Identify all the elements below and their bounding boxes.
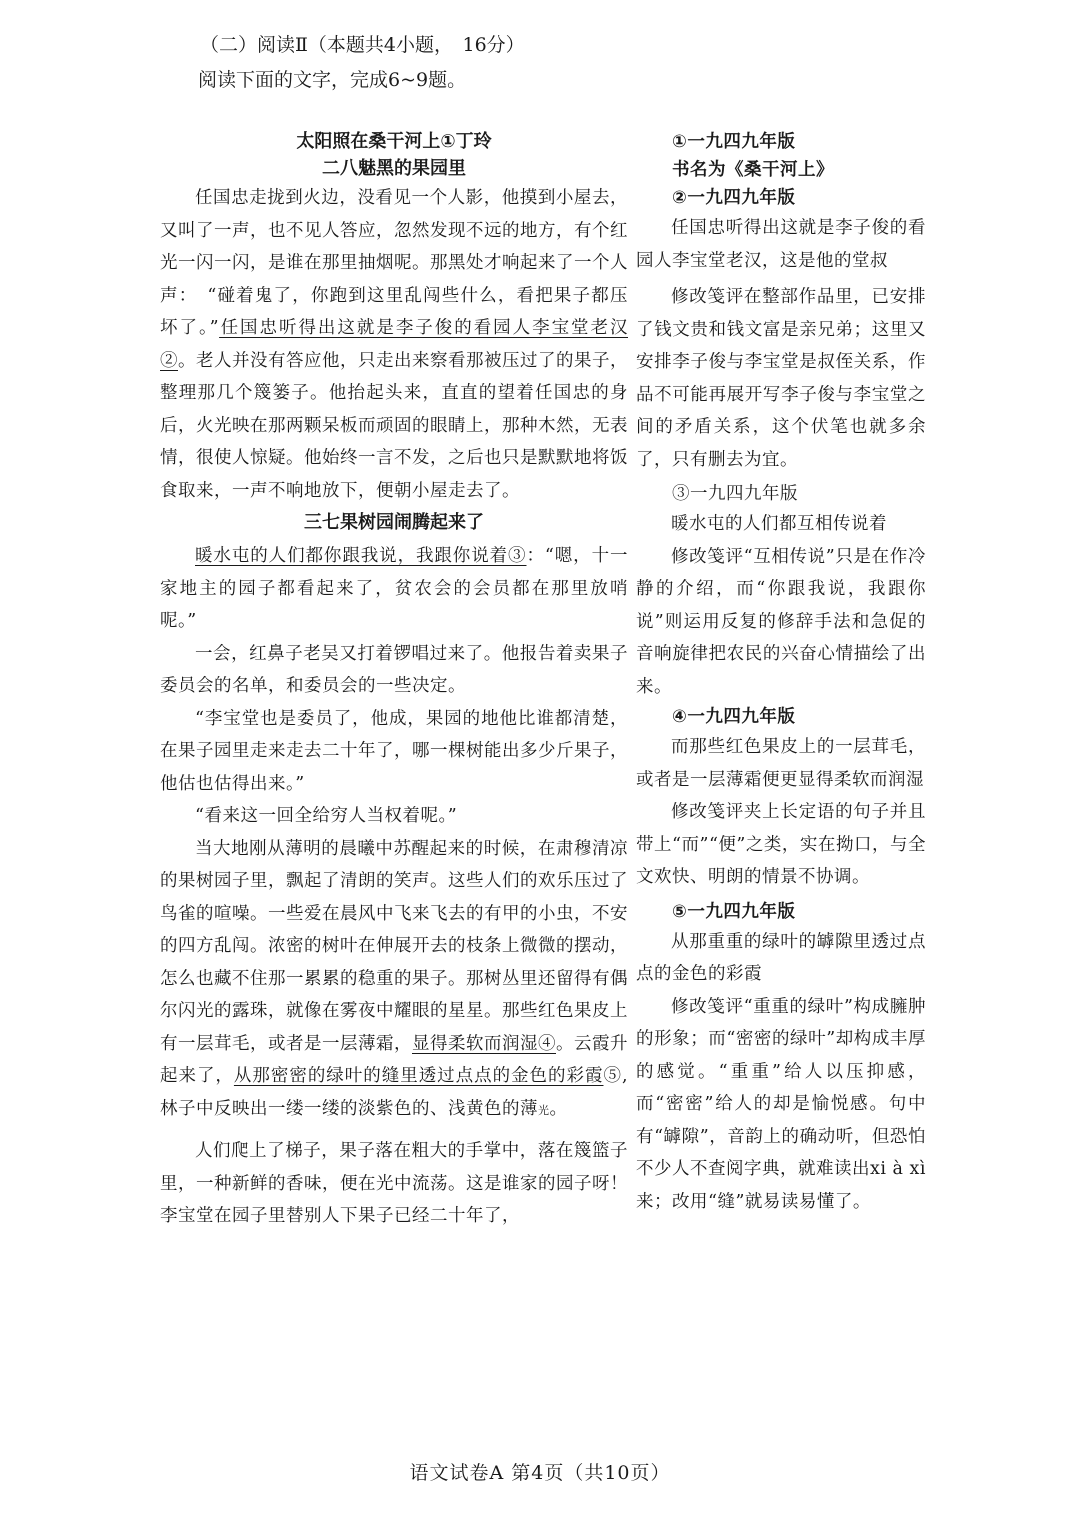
note-commentary: 修改笺评在整部作品里，已安排了钱文贵和钱文富是亲兄弟；这里又安排李子俊与李宝堂是叔侄关系，作品不可能再展开写李子俊与李宝堂之间的矛盾关系，这个伏笔也就多余了，只有删去为宜。 — [636, 287, 926, 470]
chapter-heading-28: 二八魅黑的果园里 — [322, 158, 466, 179]
note-label: ①一九四九年版 — [672, 132, 796, 152]
paragraph — [160, 182, 628, 507]
text-run: ：“嗯，十一家地主的园子都看起来了，贫农会的会员都在那里放哨呢。” — [160, 546, 629, 631]
note-quote: 任国忠听得出这就是李子俊的看园人李宝堂老汉，这是他的堂叔 — [636, 218, 926, 271]
instructions: 阅读下面的文字，完成6~9题。 — [198, 69, 467, 91]
underlined-text: 任国忠听得出这就是李子俊的看园人李宝堂老汉② — [160, 318, 628, 371]
note-label: ④一九四九年版 — [672, 707, 796, 727]
underlined-text: 从那密密的绿叶的缝里透过点点的金色的彩霞 — [233, 1066, 604, 1086]
note-quote: 从那重重的绿叶的罅隙里透过点点的金色的彩霞 — [636, 931, 926, 984]
paragraph: 一会，红鼻子老吴又打着锣唱过来了。他报告着卖果子委员会的名单，和委员会的一些决定。 — [160, 643, 628, 696]
chapter-heading-37: 三七果树园闹腾起来了 — [304, 512, 484, 533]
paragraph: 人们爬上了梯子，果子落在粗大的手掌中，落在篾篮子里，一种新鲜的香味，便在光中流荡。这是谁家的园子呀！李宝堂在园子里替别人下果子已经二十年了， — [160, 1141, 628, 1226]
note-label: ②一九四九年版 — [672, 188, 796, 208]
section-header — [200, 28, 900, 98]
underlined-text: 暖水屯的人们都你跟我说，我跟你说着③ — [195, 546, 527, 566]
note-commentary: 修改笺评“互相传说”只是在作冷静的介绍，而“你跟我说，我跟你说”则运用反复的修辞手法和急促的音响旋律把农民的兴奋心情描绘了出来。 — [636, 546, 926, 697]
text-run: 。云霞升起来了， — [160, 1033, 628, 1086]
revision-notes-column — [636, 128, 926, 1218]
page-footer: 语文试卷A 第4页（共10页） — [409, 1462, 671, 1484]
work-title: 太阳照在桑干河上①丁玲 — [296, 131, 492, 152]
text-run: 当大地刚从薄明的晨曦中苏醒起来的时候，在肃穆清凉的果树园子里，飘起了清朗的笑声。这些人们的欢乐压过了鸟雀的喧噪。一些爱在晨风中飞来飞去的有甲的小虫，不安的四方乱闯。浓密的树叶在伸展开去的枝条上微微的摆动，怎么也藏不住那一累累的稳重的果子。那树丛里还留得有偶尔闪光的露珠，就像在雾夜中耀眼的星星。那些红色果皮上有一层茸毛，或者是一层薄霜， — [160, 838, 628, 1054]
note-commentary: 修改笺评夹上长定语的句子并且带上“而”“便”之类，实在拗口，与全文欢快、明朗的情景不协调。 — [636, 802, 926, 887]
paragraph: “看来这一回全给穷人当权着呢。” — [195, 806, 458, 826]
underlined-text: 显得柔软而润湿④ — [412, 1033, 556, 1054]
note-label: ⑤一九四九年版 — [672, 901, 796, 922]
note-quote: 暖水屯的人们都互相传说着 — [671, 514, 887, 534]
text-run: 光 — [538, 1103, 550, 1117]
section-heading: （二）阅读Ⅱ（本题共4小题， 16分） — [200, 34, 525, 56]
text-run: 任国忠走拢到火边，没看见一个人影，他摸到小屋去，又叫了一声，也不见人答应，忽然发现不远的地方，有个红光一闪一闪，是谁在那里抽烟呢。那黑处才响起来了一个人声： “碰着鬼了，你跑到这里乱闯些什么，看把果子都压坏了。” — [160, 188, 628, 338]
main-text-column — [160, 128, 628, 1233]
text-run: ⑤ — [603, 1066, 622, 1086]
text-run: ,林子中反映出一缕一缕的淡紫色的、浅黄色的薄 — [160, 1066, 629, 1119]
paragraph — [160, 540, 628, 638]
paragraph — [160, 833, 628, 1128]
paragraph: “李宝堂也是委员了，他成，果园的地他比谁都清楚，在果子园里走来走去二十年了，哪一棵树能出多少斤果子，他估也估得出来。” — [160, 708, 628, 794]
note-label: ③一九四九年版 — [672, 484, 798, 504]
note-quote: 而那些红色果皮上的一层茸毛，或者是一层薄霜便更显得柔软而润湿 — [636, 737, 926, 790]
text-run: 。 — [549, 1098, 568, 1119]
note-commentary: 修改笺评“重重的绿叶”构成臃肿的形象；而“密密的绿叶”却构成丰厚的感觉。“重重”给人以压抑感，而“密密”给人的却是愉悦感。句中有“罅隙”，音韵上的确动听，但恐怕不少人不查阅字典，就难读出xi à xì来；改用“缝”就易读易懂了。 — [636, 996, 926, 1212]
note-label: 书名为《桑干河上》 — [672, 160, 834, 180]
text-run: 。老人并没有答应他，只走出来察看那被压过了的果子，整理那几个篾篓子。他抬起头来，直直的望着任国忠的身后，火光映在那两颗呆板而顽固的眼睛上，那种木然，无表情，很使人惊疑。他始终一言不发，之后也只是默默地将饭食取来，一声不响地放下，便朝小屋走去了。 — [160, 350, 628, 501]
